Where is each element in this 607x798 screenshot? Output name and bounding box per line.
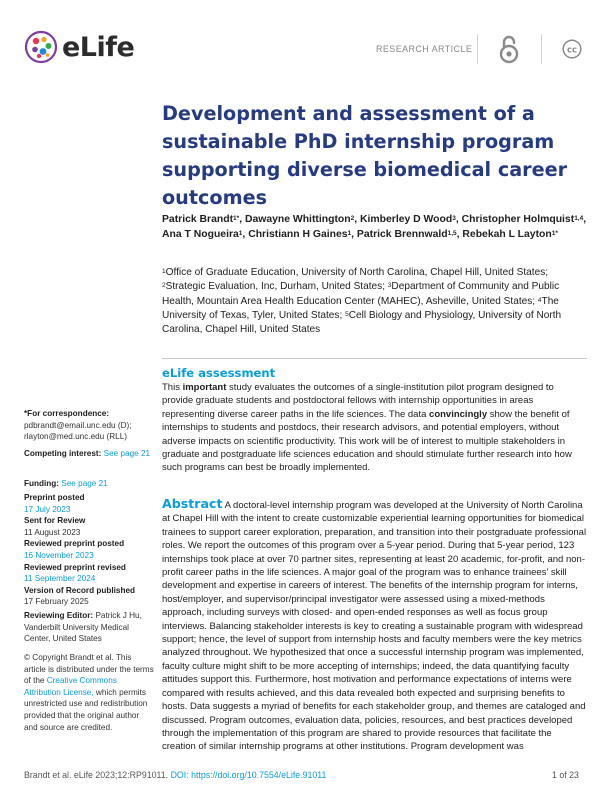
preprint-posted-date[interactable]: 17 July 2023: [24, 504, 71, 514]
reviewed-preprint-date[interactable]: 16 November 2023: [24, 550, 94, 560]
author[interactable]: Dawayne Whittington$^2$: [244, 214, 355, 225]
correspondence-emails[interactable]: pdbrandt@email.unc.edu (D); rlayton@med.unc.edu (RLL): [24, 420, 132, 442]
affiliation: $^5$Cell Biology and Physiology, University of North Carolina, Chapel Hill, United States: [162, 309, 562, 336]
page-number: 1 of 23: [552, 770, 579, 780]
abstract-text: A doctoral-level internship program was developed at the University of North Carolina at Chapel Hill with the intent to create customizable experiential learning opportunities for biomedical trainees to support career exploration, preparation, and transition into their postgraduate professional roles. We report the outcomes of this program over a 5-year period. During that 5-year period, 123 internships took place at over 70 partner sites, representing at least 20 academic, for-profit, and non-profit career paths in the life sciences. A major goal of the program was to enhance trainees’ skill development and expertise in careers of interest. The benefits of the internship program for interns, host/employer, and supervisor/principal investigator were assessed using a mixed-methods approach, including surveys with closed- and open-ended responses as well as focus group interviews. Balancing stakeholder interests is key to creating a sustainable program with widespread support; hence, the level of support from internship hosts and faculty members were the key metrics analyzed throughout. We hypothesized that once a successful internship program was implemented, faculty culture might shift to be more accepting of internships; indeed, the data quantifying faculty attitudes support this. Furthermore, host motivation and performance expectations of interns were compared with results achieved, and this data revealed both expected and surprising benefits to hosts. Data suggests a myriad of benefits for each stakeholder group, and themes are cataloged and discussed. Program outcomes, evaluation data, policies, resources, and best practices developed through the implementation of this program are shared to provide resources that facilitate the creation of similar internship programs at other institutions. Program development was: [162, 500, 587, 753]
doi-link[interactable]: DOI: https://doi.org/10.7554/eLife.91011: [170, 770, 327, 780]
abstract-heading: Abstract: [162, 496, 223, 511]
affiliation: $^3$Department of Community and Public Health, Mountain Area Health Education Center (MAHEC), Asheville, United States: [162, 281, 560, 307]
affiliation: $^1$Office of Graduate Education, University of North Carolina, Chapel Hill, United States: [162, 267, 546, 278]
history-block: Preprint posted 17 July 2023 Sent for Review 11 August 2023 Reviewed preprint posted 16 November 2023 Reviewed preprint revised 11 September 2024 Version of Record published 17 February 2025: [24, 493, 136, 607]
header-divider: [477, 34, 478, 64]
open-access-icon[interactable]: [498, 33, 520, 65]
copyright-block: © Copyright Brandt et al. This article is distributed under the terms of the Creative Commons Attribution License, which permits unrestricted use and redistribution provided that the original author and source are credited.: [24, 653, 154, 732]
correspondence-block: *For correspondence: pdbrandt@email.unc.edu (D); rlayton@med.unc.edu (RLL): [24, 409, 132, 442]
competing-interest-block: Competing interest: See page 21: [24, 449, 151, 458]
author[interactable]: Ana T Nogueira$^1$: [162, 229, 243, 241]
competing-interest-link[interactable]: See page 21: [103, 449, 151, 458]
cc-license-link[interactable]: Creative Commons Attribution License,: [24, 676, 117, 697]
affiliation: $^4$The University of Texas, Tyler, United States: [162, 295, 559, 321]
assessment-term-importance[interactable]: important: [182, 382, 227, 393]
author[interactable]: Rebekah L Layton$^{1*}$: [462, 229, 558, 241]
creative-commons-icon[interactable]: [562, 39, 582, 59]
elife-logo[interactable]: [24, 30, 134, 64]
funding-link[interactable]: See page 21: [61, 479, 108, 488]
revised-preprint-date[interactable]: 11 September 2024: [24, 574, 96, 584]
author[interactable]: Christopher Holmquist$^{1,4}$: [461, 214, 584, 225]
footer-citation: Brandt et al. eLife 2023;12:RP91011. DOI: https://doi.org/10.7554/eLife.91011: [24, 770, 327, 780]
article-type-label: RESEARCH ARTICLE: [376, 44, 473, 54]
funding-block: Funding: See page 21: [24, 479, 108, 488]
elife-logo-icon: [24, 30, 58, 64]
sent-review-date: 11 August 2023: [24, 527, 81, 537]
author-list: Patrick Brandt$^{1*}$, Dawayne Whittington$^2$, Kimberley D Wood$^3$, Christopher Holmquist$^{1,4}$, Ana T Nogueira$^1$, Christiann H Gaines$^1$, Patrick Brennwald$^{1,5}$, Rebekah L Layton$^{1*}$: [162, 214, 587, 241]
assessment-divider: [162, 358, 587, 359]
article-title: Development and assessment of a sustainable PhD internship program supporting diverse biomedical career outcomes: [162, 102, 568, 209]
author[interactable]: Patrick Brennwald$^{1,5}$: [356, 229, 457, 241]
abstract: [162, 497, 587, 754]
affiliation: $^2$Strategic Evaluation, Inc, Durham, United States: [162, 281, 383, 293]
author[interactable]: Christiann H Gaines$^1$: [248, 229, 352, 241]
author[interactable]: Patrick Brandt$^{1*}$: [162, 214, 240, 225]
header-divider: [541, 34, 542, 64]
affiliation-list: $^1$Office of Graduate Education, University of North Carolina, Chapel Hill, United States; $^2$Strategic Evaluation, Inc, Durham, United States; $^3$Department of Community and Public Health, Mountain Area Health Education Center (MAHEC), Asheville, United States; $^4$The University of Texas, Tyler, United States; $^5$Cell Biology and Physiology, University of North Carolina, Chapel Hill, United States: [162, 267, 562, 336]
reviewing-editor-block: Reviewing Editor: Patrick J Hu, Vanderbilt University Medical Center, United States: [24, 611, 142, 644]
assessment-text: This important study evaluates the outcomes of a single-institution pilot program designed to provide graduate students and postdoctoral fellows with internship opportunities in areas representing diverse career paths in the life sciences. The data convincingly show the benefit of internships to students and postdocs, their research advisors, and potential employers, without adverse impacts on scientific productivity. This work will be of interest to multiple stakeholders in graduate and postgraduate life sciences education and should stimulate further research into how such programs can best be broadly implemented.: [162, 382, 572, 474]
assessment-heading: eLife assessment: [162, 366, 276, 380]
elife-logo-text: eLife: [62, 31, 135, 63]
author[interactable]: Kimberley D Wood$^3$: [360, 214, 456, 225]
assessment-term-strength[interactable]: convincingly: [429, 408, 488, 420]
vor-date: 17 February 2025: [24, 597, 89, 607]
svg-text:cc: cc: [566, 45, 578, 56]
